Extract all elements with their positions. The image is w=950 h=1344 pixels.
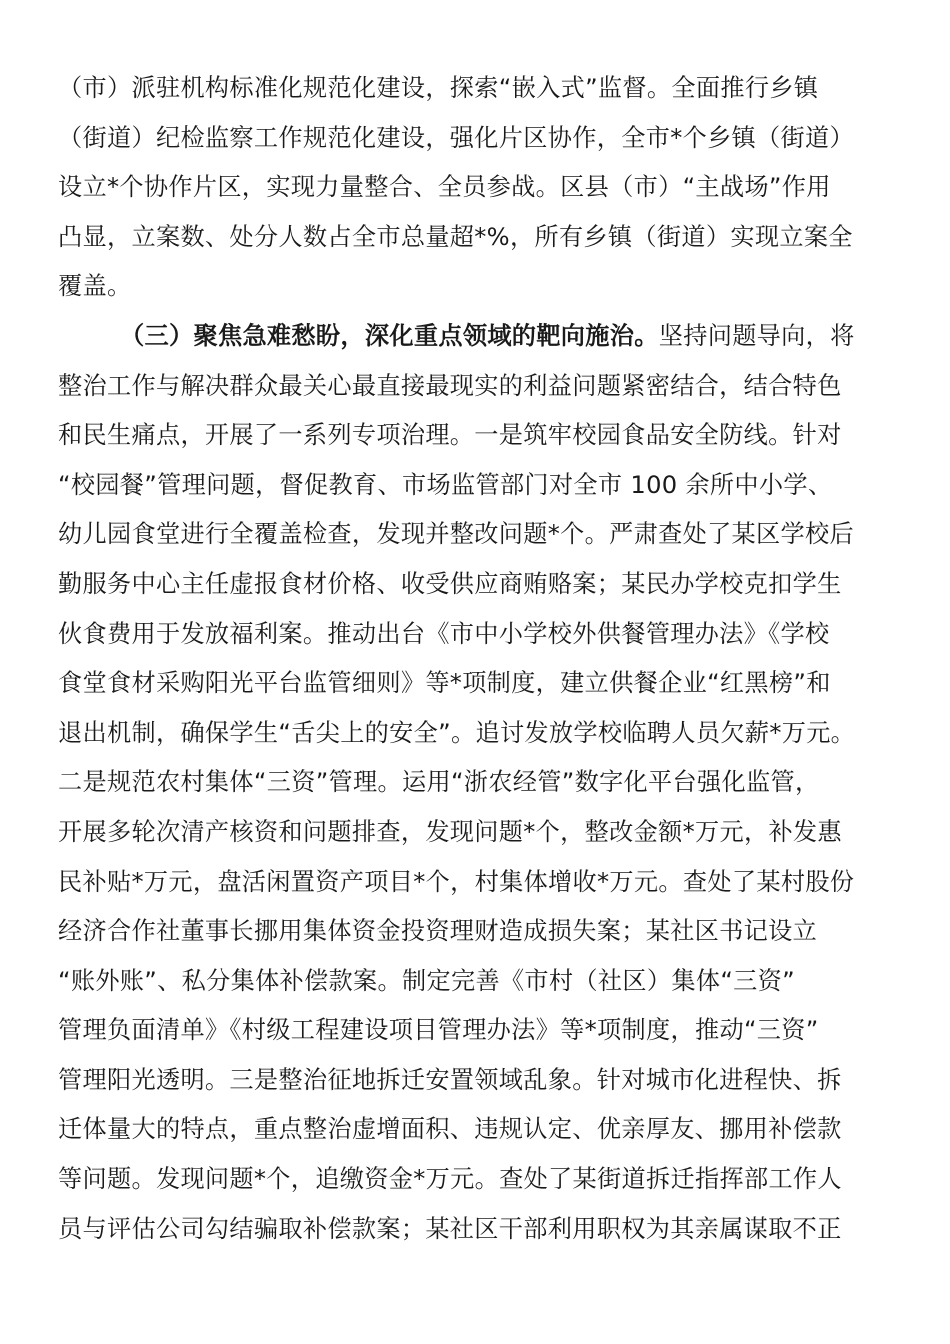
text-line: 员与评估公司勾结骗取补偿款案；某社区干部利用职权为其亲属谋取不正 xyxy=(58,1214,842,1243)
text-line: “校园餐”管理问题，督促教育、市场监管部门对全市 100 余所中小学、 xyxy=(58,470,833,499)
heading-continuation: 坚持问题导向，将 xyxy=(658,321,855,350)
text-line: “账外账”、私分集体补偿款案。制定完善《市村（社区）集体“三资” xyxy=(58,966,795,995)
text-line: 和民生痛点，开展了一系列专项治理。一是筑牢校园食品安全防线。针对 xyxy=(58,421,842,450)
paragraph-continuation xyxy=(58,64,906,312)
text-line: 凸显，立案数、处分人数占全市总量超*%，所有乡镇（街道）实现立案全 xyxy=(58,222,853,251)
text-line: 覆盖。 xyxy=(58,272,132,301)
section-heading: （三）聚焦急难愁盼，深化重点领域的靶向施治。 xyxy=(120,321,659,350)
text-line: 设立*个协作片区，实现力量整合、全员参战。区县（市）“主战场”作用 xyxy=(58,173,831,202)
text-line: 等问题。发现问题*个，追缴资金*万元。查处了某街道拆迁指挥部工作人 xyxy=(58,1165,842,1194)
text-line: 迁体量大的特点，重点整治虚增面积、违规认定、优亲厚友、挪用补偿款 xyxy=(58,1115,842,1144)
text-line: 民补贴*万元，盘活闲置资产项目*个，村集体增收*万元。查处了某村股份 xyxy=(58,867,855,896)
text-line: 开展多轮次清产核资和问题排查，发现问题*个，整改金额*万元，补发惠 xyxy=(58,817,842,846)
document-page xyxy=(58,64,906,1254)
text-line: 退出机制，确保学生“舌尖上的安全”。追讨发放学校临聘人员欠薪*万元。 xyxy=(58,718,856,747)
text-line: 管理负面清单》《村级工程建设项目管理办法》等*项制度，推动“三资” xyxy=(58,1016,819,1045)
text-line: 整治工作与解决群众最关心最直接最现实的利益问题紧密结合，结合特色 xyxy=(58,371,842,400)
text-line: 伙食费用于发放福利案。推动出台《市中小学校外供餐管理办法》《学校 xyxy=(58,619,830,648)
text-line xyxy=(58,312,906,362)
text-line: （街道）纪检监察工作规范化建设，强化片区协作，全市*个乡镇（街道） xyxy=(58,123,854,152)
text-line: 勤服务中心主任虚报食材价格、收受供应商贿赂案；某民办学校克扣学生 xyxy=(58,569,842,598)
text-line: （市）派驻机构标准化规范化建设，探索“嵌入式”监督。全面推行乡镇 xyxy=(58,74,819,102)
paragraph-section-three xyxy=(58,312,906,1254)
text-line: 食堂食材采购阳光平台监管细则》等*项制度，建立供餐企业“红黑榜”和 xyxy=(58,669,831,698)
text-line: 二是规范农村集体“三资”管理。运用“浙农经管”数字化平台强化监管， xyxy=(58,768,820,797)
text-line: 管理阳光透明。三是整治征地拆迁安置领域乱象。针对城市化进程快、拆 xyxy=(58,1065,842,1094)
text-line: 幼儿园食堂进行全覆盖检查，发现并整改问题*个。严肃查处了某区学校后 xyxy=(58,520,854,549)
text-line: 经济合作社董事长挪用集体资金投资理财造成损失案；某社区书记设立 xyxy=(58,917,818,946)
